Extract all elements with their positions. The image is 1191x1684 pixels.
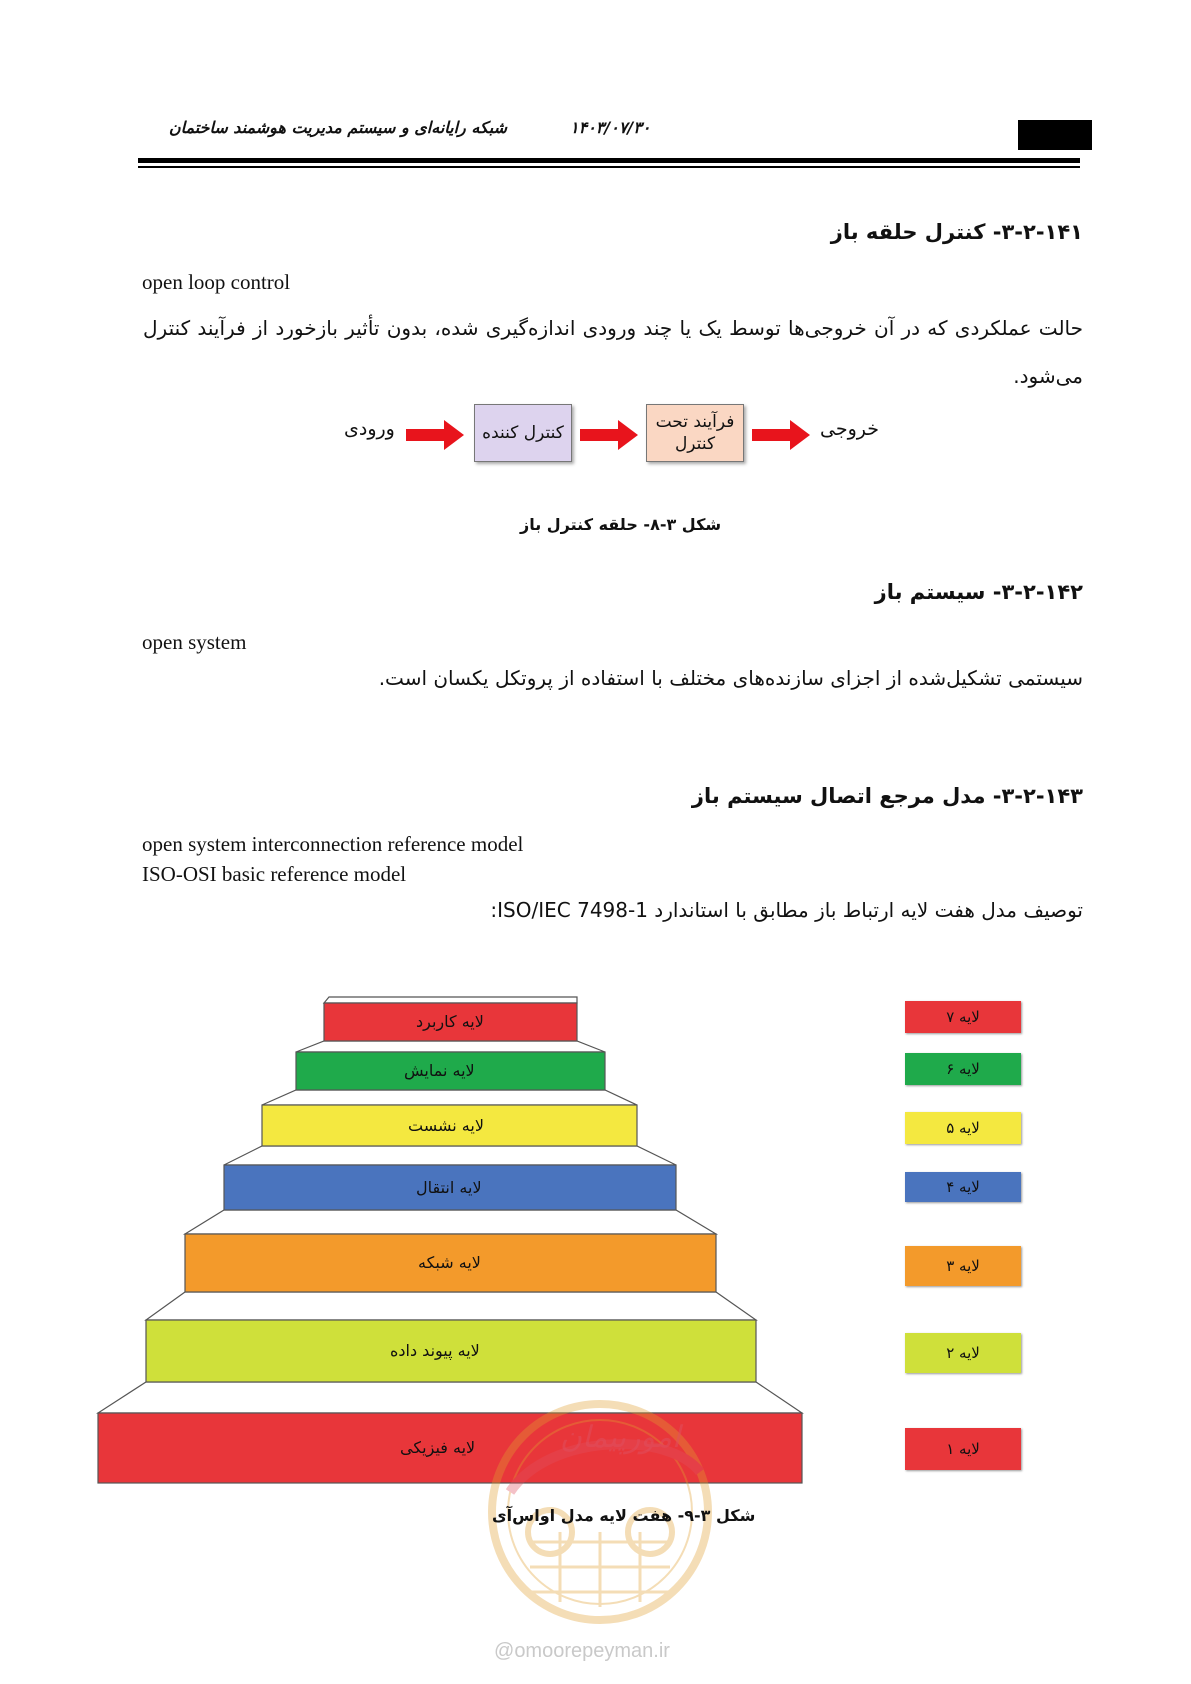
osi-layer-3-label: لایه شبکه [418, 1253, 481, 1272]
osi-layer-5-label: لایه نشست [408, 1116, 484, 1135]
flow-caption: شکل ۳-۸- حلقه کنترل باز [520, 515, 722, 534]
osi-legend-4: لایه ۴ [905, 1172, 1021, 1202]
osi-legend-6: لایه ۶ [905, 1053, 1021, 1085]
osi-legend-1: لایه ۱ [905, 1428, 1021, 1470]
section-142-english: open system [142, 630, 247, 654]
section-141-body: حالت عملکردی که در آن خروجی‌ها توسط یک یا چند ورودی اندازه‌گیری شده، بدون تأثیر بازخورد از فرآیند کنترل می‌شود. [143, 316, 1083, 388]
flow-input-label: ورودی [344, 418, 395, 440]
watermark-logo-text: امورپیمان [560, 1420, 681, 1455]
section-143-english-2: ISO-OSI basic reference model [142, 862, 407, 886]
flow-process-box: فرآیند تحت کنترل [646, 404, 744, 462]
section-141-heading: ۳-۲-۱۴۱- کنترل حلقه باز [830, 220, 1083, 244]
at-icon: @ [494, 1640, 515, 1662]
header-date: ۱۴۰۳/۰۷/۳۰ [570, 118, 651, 137]
section-142-heading: ۳-۲-۱۴۲- سیستم باز [874, 580, 1083, 604]
flow-controller-box: کنترل کننده [474, 404, 572, 462]
osi-legend-3: لایه ۳ [905, 1246, 1021, 1286]
osi-legend-7: لایه ۷ [905, 1001, 1021, 1033]
watermark-site [494, 1640, 670, 1663]
section-143-heading: ۳-۲-۱۴۳- مدل مرجع اتصال سیستم باز [691, 784, 1083, 808]
section-143-body: توصیف مدل هفت لایه ارتباط باز مطابق با استاندارد ISO/IEC 7498-1: [490, 898, 1083, 922]
watermark-site-text: omoorepeyman.ir [514, 1640, 670, 1662]
osi-legend-5: لایه ۵ [905, 1112, 1021, 1144]
osi-legend-2: لایه ۲ [905, 1333, 1021, 1373]
section-141-english: open loop control [142, 270, 291, 294]
osi-layer-7-label: لایه کاربرد [416, 1012, 484, 1031]
osi-layer-4-label: لایه انتقال [416, 1178, 482, 1197]
section-143-english-1: open system interconnection reference model [142, 832, 524, 856]
osi-layer-1-label: لایه فیزیکی [400, 1438, 476, 1457]
section-142-body: سیستمی تشکیل‌شده از اجزای سازنده‌های مختلف با استفاده از پروتکل یکسان است. [378, 666, 1083, 690]
osi-caption: شکل ۳-۹- هفت لایه مدل اواس‌آی [492, 1506, 756, 1525]
header-title: شبکه رایانه‌ای و سیستم مدیریت هوشمند ساختمان [168, 118, 507, 137]
osi-layer-2-label: لایه پیوند داده [390, 1341, 480, 1360]
osi-layer-6-label: لایه نمایش [404, 1061, 475, 1080]
flow-output-label: خروجی [820, 418, 879, 440]
